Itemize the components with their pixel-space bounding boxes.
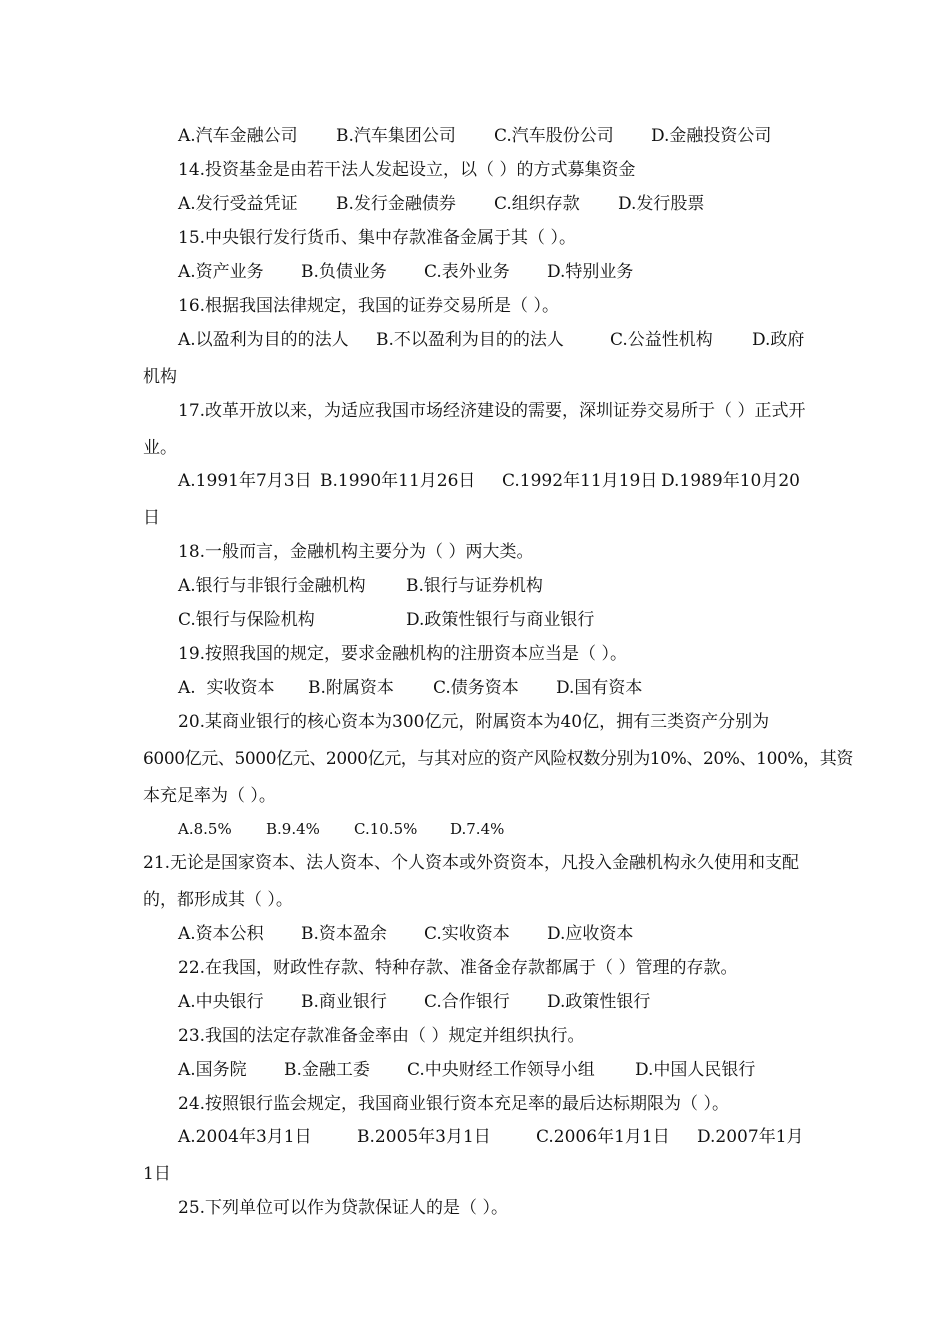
question-22-stem: 22.在我国，财政性存款、特种存款、准备金存款都属于（ ）管理的存款。 bbox=[178, 958, 738, 978]
question-21-stem-line2: 的，都形成其（ ）。 bbox=[143, 890, 293, 910]
option-c: C.银行与保险机构 bbox=[178, 610, 315, 630]
option-c: C.1992年11月19日 bbox=[502, 471, 658, 491]
question-17-stem-line2: 业。 bbox=[143, 438, 177, 458]
option-b: B.1990年11月26日 bbox=[320, 471, 476, 491]
option-b: B.附属资本 bbox=[308, 678, 394, 698]
option-a: A. 实收资本 bbox=[178, 678, 275, 698]
option-d: D.政府 bbox=[752, 330, 805, 350]
option-d: D.2007年1月 bbox=[697, 1127, 804, 1147]
option-b: B.9.4% bbox=[266, 820, 320, 838]
option-a: A.银行与非银行金融机构 bbox=[178, 576, 366, 596]
option-b: B.资本盈余 bbox=[301, 924, 387, 944]
option-d: D.政策性银行 bbox=[547, 992, 651, 1012]
option-a: A.国务院 bbox=[178, 1060, 247, 1080]
option-c: C.中央财经工作领导小组 bbox=[407, 1060, 595, 1080]
option-b: B.汽车集团公司 bbox=[336, 126, 456, 146]
question-14-stem: 14.投资基金是由若干法人发起设立，以（ ）的方式募集资金 bbox=[178, 160, 636, 180]
option-d: D.1989年10月20 bbox=[661, 471, 800, 491]
option-c: C.组织存款 bbox=[494, 194, 580, 214]
question-17-stem-line1: 17.改革开放以来，为适应我国市场经济建设的需要，深圳证券交易所于（ ）正式开 bbox=[178, 401, 806, 421]
option-a: A.发行受益凭证 bbox=[178, 194, 298, 214]
option-b: B.负债业务 bbox=[301, 262, 387, 282]
q17-option-wrap: 日 bbox=[143, 508, 160, 528]
question-15-stem: 15.中央银行发行货币、集中存款准备金属于其（ ）。 bbox=[178, 228, 576, 248]
question-21-stem-line1: 21.无论是国家资本、法人资本、个人资本或外资资本，凡投入金融机构永久使用和支配 bbox=[143, 853, 800, 873]
option-a: A.1991年7月3日 bbox=[178, 471, 312, 491]
q24-option-wrap: 1日 bbox=[143, 1164, 171, 1184]
option-b: B.发行金融债券 bbox=[336, 194, 456, 214]
option-a: A.汽车金融公司 bbox=[178, 126, 298, 146]
option-d: D.金融投资公司 bbox=[651, 126, 772, 146]
option-d: D.特别业务 bbox=[547, 262, 634, 282]
option-a: A.中央银行 bbox=[178, 992, 264, 1012]
option-a: A.以盈利为目的的法人 bbox=[178, 330, 349, 350]
question-18-stem: 18.一般而言，金融机构主要分为（ ）两大类。 bbox=[178, 542, 534, 562]
q16-option-wrap: 机构 bbox=[143, 367, 177, 387]
option-a: A.资产业务 bbox=[178, 262, 264, 282]
question-20-stem-line2: 6000亿元、5000亿元、2000亿元，与其对应的资产风险权数分别为10%、20%、100%，其资 bbox=[143, 749, 853, 769]
option-c: C.10.5% bbox=[354, 820, 418, 838]
question-19-stem: 19.按照我国的规定，要求金融机构的注册资本应当是（ ）。 bbox=[178, 644, 627, 664]
option-c: C.汽车股份公司 bbox=[494, 126, 614, 146]
option-d: D.发行股票 bbox=[618, 194, 705, 214]
option-c: C.实收资本 bbox=[424, 924, 510, 944]
question-25-stem: 25.下列单位可以作为贷款保证人的是（ ）。 bbox=[178, 1198, 508, 1218]
option-b: B.银行与证券机构 bbox=[406, 576, 543, 596]
question-20-stem-line3: 本充足率为（ ）。 bbox=[143, 786, 276, 806]
option-c: C.表外业务 bbox=[424, 262, 510, 282]
option-a: A.8.5% bbox=[178, 820, 232, 838]
question-16-stem: 16.根据我国法律规定，我国的证券交易所是（ ）。 bbox=[178, 296, 559, 316]
question-23-stem: 23.我国的法定存款准备金率由（ ）规定并组织执行。 bbox=[178, 1026, 585, 1046]
option-d: D.中国人民银行 bbox=[635, 1060, 756, 1080]
option-d: D.政策性银行与商业银行 bbox=[406, 610, 595, 630]
option-d: D.应收资本 bbox=[547, 924, 634, 944]
option-d: D.7.4% bbox=[450, 820, 505, 838]
option-b: B.2005年3月1日 bbox=[357, 1127, 491, 1147]
option-c: C.2006年1月1日 bbox=[536, 1127, 670, 1147]
question-20-stem-line1: 20.某商业银行的核心资本为300亿元，附属资本为40亿，拥有三类资产分别为 bbox=[178, 712, 770, 732]
option-d: D.国有资本 bbox=[556, 678, 643, 698]
option-c: C.合作银行 bbox=[424, 992, 510, 1012]
option-b: B.商业银行 bbox=[301, 992, 387, 1012]
option-b: B.不以盈利为目的的法人 bbox=[376, 330, 564, 350]
option-a: A.2004年3月1日 bbox=[178, 1127, 312, 1147]
question-24-stem: 24.按照银行监会规定，我国商业银行资本充足率的最后达标期限为（ ）。 bbox=[178, 1094, 729, 1114]
option-b: B.金融工委 bbox=[284, 1060, 370, 1080]
option-c: C.债务资本 bbox=[433, 678, 519, 698]
option-c: C.公益性机构 bbox=[610, 330, 713, 350]
option-a: A.资本公积 bbox=[178, 924, 264, 944]
